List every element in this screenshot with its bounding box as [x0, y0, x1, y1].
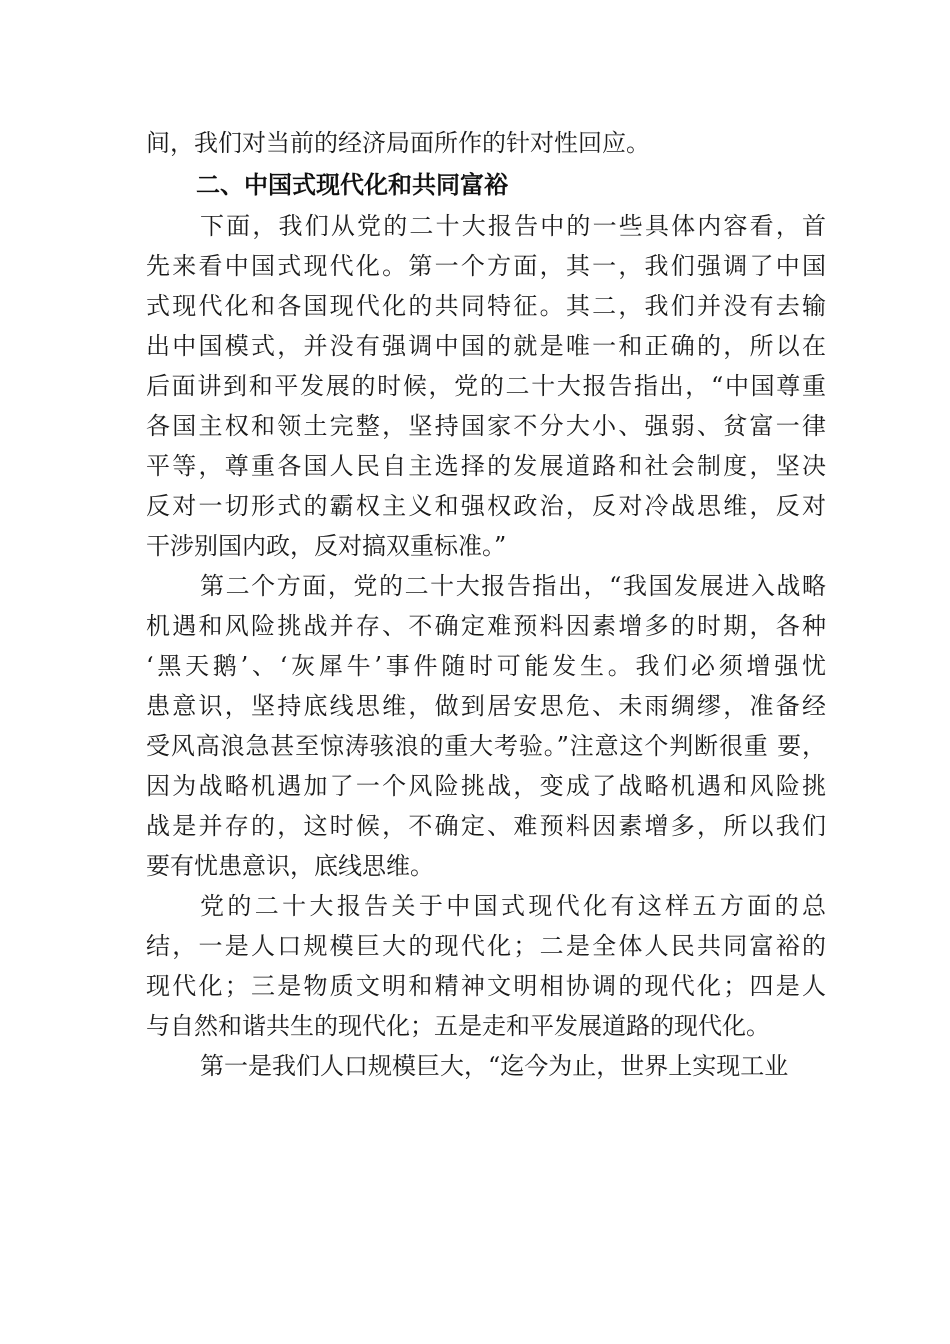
paragraph-2-line-8: 要有忧患意识，底线思维。: [146, 852, 434, 880]
paragraph-2-line-7: 战是并存的，这时候，不确定、难预料因素增多，所以我们: [146, 812, 826, 840]
paragraph-2-line-2: 机遇和风险挑战并存、不确定难预料因素增多的时期，各种: [146, 612, 826, 640]
paragraph-2-line-1: 第二个方面，党的二十大报告指出，“我国发展进入战略: [200, 572, 826, 600]
paragraph-3-line-4: 与自然和谐共生的现代化；五是走和平发展道路的现代化。: [146, 1012, 770, 1040]
paragraph-1-line-4: 出中国模式，并没有强调中国的就是唯一和正确的，所以在: [146, 332, 826, 360]
paragraph-1-line-3: 式现代化和各国现代化的共同特征。其二，我们并没有去输: [146, 292, 826, 320]
paragraph-1-line-8: 反对一切形式的霸权主义和强权政治，反对冷战思维，反对: [146, 492, 826, 520]
section-heading: 二、中国式现代化和共同富裕: [196, 171, 508, 199]
paragraph-1-line-2: 先来看中国式现代化。第一个方面，其一，我们强调了中国: [146, 252, 826, 280]
paragraph-2-line-4: 患意识，坚持底线思维，做到居安思危、未雨绸缪，准备经: [146, 692, 826, 720]
text-line: 间，我们对当前的经济局面所作的针对性回应。: [146, 129, 650, 157]
paragraph-3-line-3: 现代化；三是物质文明和精神文明相协调的现代化；四是人: [146, 972, 826, 1000]
paragraph-1-line-5: 后面讲到和平发展的时候，党的二十大报告指出，“中国尊重: [146, 372, 826, 400]
paragraph-3-line-1: 党的二十大报告关于中国式现代化有这样五方面的总: [200, 892, 826, 920]
paragraph-1-line-6: 各国主权和领土完整，坚持国家不分大小、强弱、贫富一律: [146, 412, 826, 440]
paragraph-2-line-5: 受风高浪急甚至惊涛骇浪的重大考验。”注意这个判断很重 要，: [146, 732, 826, 760]
paragraph-2-line-3: ‘黑天鹅’、‘灰犀牛’事件随时可能发生。我们必须增强忧: [146, 652, 826, 680]
paragraph-1-line-7: 平等，尊重各国人民自主选择的发展道路和社会制度，坚决: [146, 452, 826, 480]
paragraph-3-line-2: 结，一是人口规模巨大的现代化；二是全体人民共同富裕的: [146, 932, 826, 960]
paragraph-1-line-9: 干涉别国内政，反对搞双重标准。”: [146, 532, 507, 560]
paragraph-1-line-1: 下面，我们从党的二十大报告中的一些具体内容看，首: [200, 212, 826, 240]
paragraph-4-line-1: 第一是我们人口规模巨大，“迄今为止，世界上实现工业: [200, 1052, 789, 1080]
paragraph-2-line-6: 因为战略机遇加了一个风险挑战，变成了战略机遇和风险挑: [146, 772, 826, 800]
